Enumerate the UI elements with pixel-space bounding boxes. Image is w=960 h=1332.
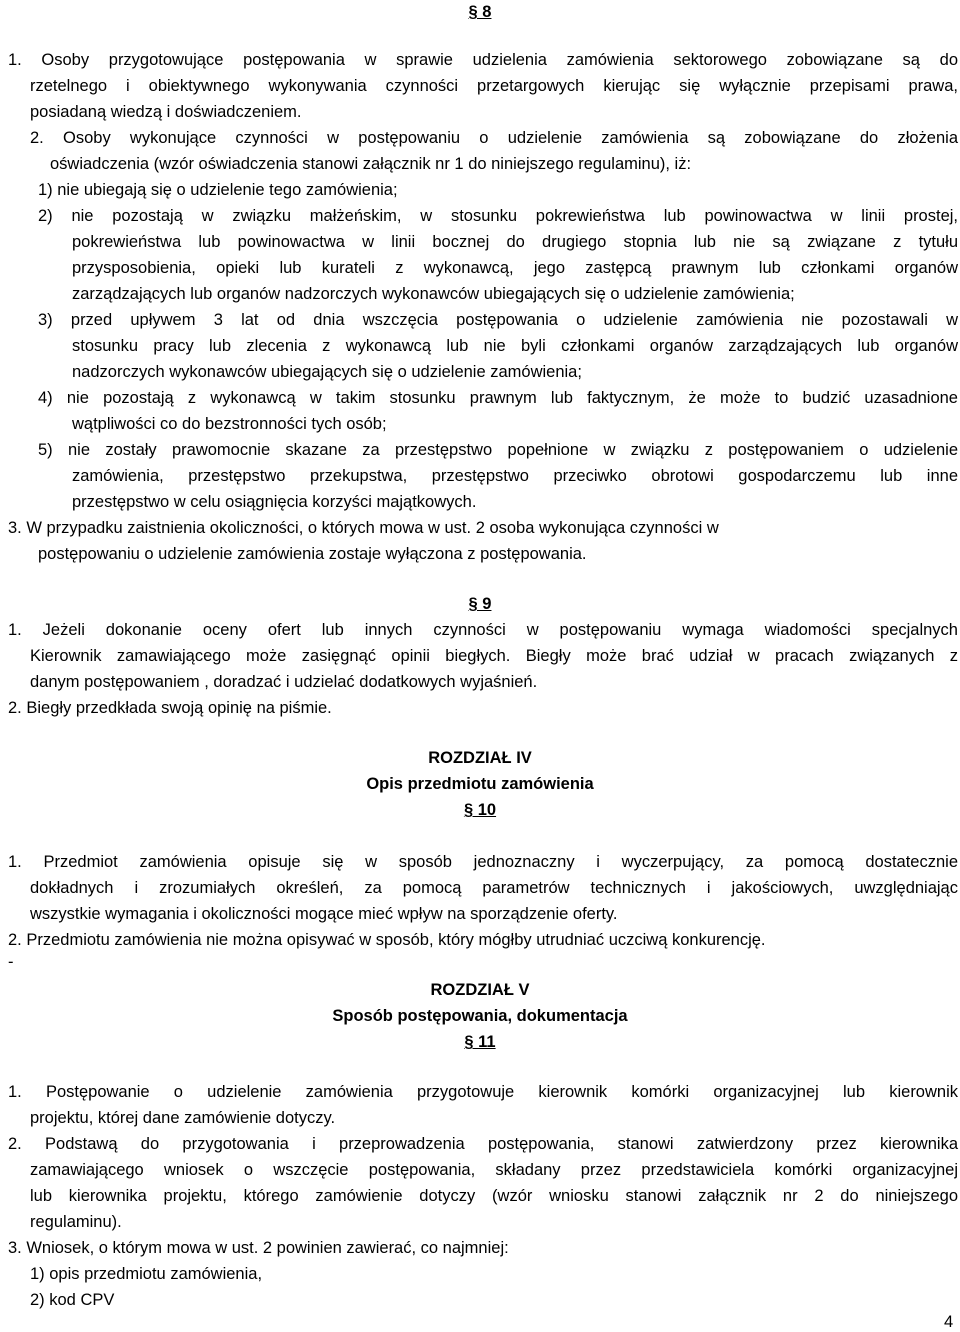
s9-line-3: danym postępowaniem , doradzać i udzielać dodatkowych wyjaśnień. <box>30 673 538 691</box>
s10-line-3: wszystkie wymagania i okoliczności mogące mieć wpływ na sporządzenie oferty. <box>30 905 618 923</box>
s8-line-3b: postępowaniu o udzielenie zamówienia zostaje wyłączona z postępowania. <box>38 545 587 563</box>
s8-item-5a: 5) nie zostały prawomocnie skazane za przestępstwo popełnione w związku z postępowaniem o udzielenie <box>38 441 958 459</box>
s8-item-5c: przestępstwo w celu osiągnięcia korzyści majątkowych. <box>72 493 477 511</box>
s8-line-1: 1. Osoby przygotowujące postępowania w sprawie udzielenia zamówienia sektorowego zobowiązane są do <box>8 51 958 69</box>
s11-line-5: lub kierownika projektu, którego zamówienie dotyczy (wzór wniosku stanowi załącznik nr 2 do niniejszego <box>30 1187 958 1205</box>
chapter-5-subtitle: Sposób postępowania, dokumentacja <box>332 1007 628 1025</box>
s10-line-1: 1. Przedmiot zamówienia opisuje się w sposób jednoznaczny i wyczerpujący, za pomocą dostatecznie <box>8 853 958 871</box>
s8-line-5: oświadczenia (wzór oświadczenia stanowi załącznik nr 1 do niniejszego regulaminu), iż: <box>50 155 692 173</box>
s10-dash: - <box>8 953 14 971</box>
s9-line-4: 2. Biegły przedkłada swoją opinię na piśmie. <box>8 699 332 717</box>
s11-line-6: regulaminu). <box>30 1213 122 1231</box>
s11-line-9: 2) kod CPV <box>30 1291 115 1309</box>
page-number: 4 <box>944 1313 954 1331</box>
s11-line-1: 1. Postępowanie o udzielenie zamówienia przygotowuje kierownik komórki organizacyjnej lub kierownik <box>8 1083 958 1101</box>
s8-line-3: posiadaną wiedzą i doświadczeniem. <box>30 103 302 121</box>
s11-line-3: 2. Podstawą do przygotowania i przeprowadzenia postępowania, stanowi zatwierdzony przez kierownika <box>8 1135 958 1153</box>
s8-item-4b: wątpliwości co do bezstronności tych osób; <box>72 415 387 433</box>
s8-item-2d: zarządzających lub organów nadzorczych wykonawców ubiegających się o udzielenie zamówienia; <box>72 285 795 303</box>
s11-line-8: 1) opis przedmiotu zamówienia, <box>30 1265 263 1283</box>
chapter-5-title: ROZDZIAŁ V <box>430 981 530 999</box>
s8-item-4a: 4) nie pozostają z wykonawcą w takim stosunku prawnym lub faktycznym, że może to budzić uzasadnione <box>38 389 958 407</box>
s8-item-1: 1) nie ubiegają się o udzielenie tego zamówienia; <box>38 181 398 199</box>
s8-item-3c: nadzorczych wykonawców ubiegających się o udzielenie zamówienia; <box>72 363 582 381</box>
s8-line-2: rzetelnego i obiektywnego wykonywania czynności przetargowych kierując się wyłącznie przepisami prawa, <box>30 77 958 95</box>
chapter-4-title: ROZDZIAŁ IV <box>428 749 532 767</box>
s10-line-2: dokładnych i zrozumiałych określeń, za pomocą parametrów technicznych i jakościowych, uwzględniając <box>30 879 958 897</box>
s10-line-4: 2. Przedmiotu zamówienia nie można opisywać w sposób, który mógłby utrudniać uczciwą konkurencję. <box>8 931 766 949</box>
section-10-heading: § 10 <box>463 801 497 819</box>
s8-item-2b: pokrewieństwa lub powinowactwa w linii bocznej do drugiego stopnia lub nie są związane z tytułu <box>72 233 958 251</box>
s9-line-1: 1. Jeżeli dokonanie oceny ofert lub innych czynności w postępowaniu wymaga wiadomości specjalnych <box>8 621 958 639</box>
section-8-heading: § 8 <box>468 3 492 21</box>
s8-item-5b: zamówienia, przestępstwo przekupstwa, przestępstwo przeciwko obrotowi gospodarczemu lub inne <box>72 467 958 485</box>
section-11-heading: § 11 <box>464 1033 496 1051</box>
s11-line-4: zamawiającego wniosek o wszczęcie postępowania, składany przez przedstawiciela komórki organizacyjnej <box>30 1161 958 1179</box>
s9-line-2: Kierownik zamawiającego może zasięgnąć opinii biegłych. Biegły może brać udział w pracach związanych z <box>30 647 958 665</box>
s8-item-3a: 3) przed upływem 3 lat od dnia wszczęcia postępowania o udzielenie zamówienia nie pozostawali w <box>38 311 958 329</box>
s8-item-2c: przysposobienia, opieki lub kurateli z wykonawcą, jego zastępcą prawnym lub członkami organów <box>72 259 958 277</box>
s8-line-4: 2. Osoby wykonujące czynności w postępowaniu o udzielenie zamówienia są zobowiązane do złożenia <box>30 129 958 147</box>
chapter-4-subtitle: Opis przedmiotu zamówienia <box>366 775 594 793</box>
s11-line-2: projektu, której dane zamówienie dotyczy. <box>30 1109 336 1127</box>
s8-item-2a: 2) nie pozostają w związku małżeńskim, w stosunku pokrewieństwa lub powinowactwa w linii prostej, <box>38 207 958 225</box>
s8-line-3a: 3. W przypadku zaistnienia okoliczności, o których mowa w ust. 2 osoba wykonująca czynności w <box>8 519 719 537</box>
section-9-heading: § 9 <box>468 595 492 613</box>
s8-item-3b: stosunku pracy lub zlecenia z wykonawcą lub nie byli członkami organów zarządzających lub organów <box>72 337 958 355</box>
s11-line-7: 3. Wniosek, o którym mowa w ust. 2 powinien zawierać, co najmniej: <box>8 1239 509 1257</box>
